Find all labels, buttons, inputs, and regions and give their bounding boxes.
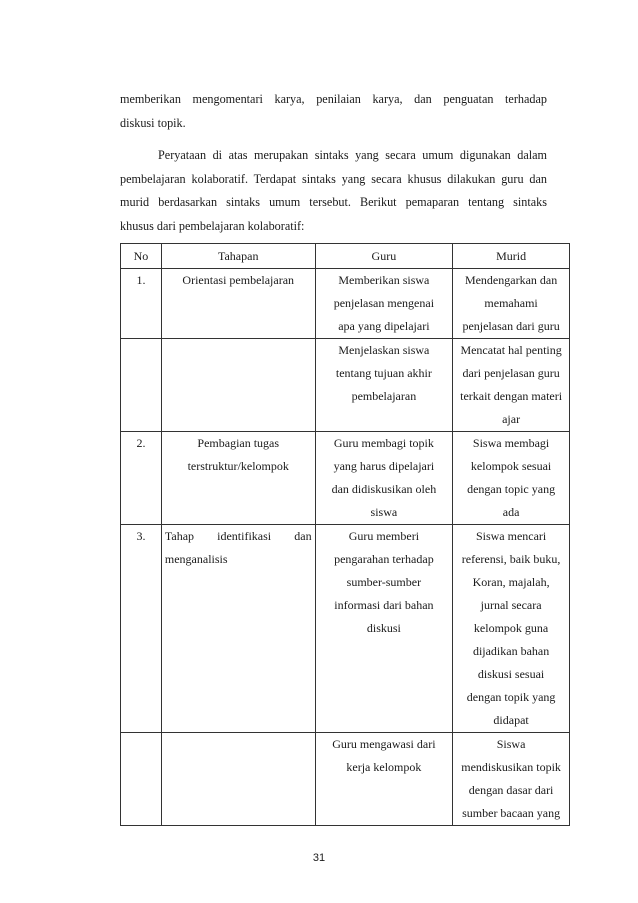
table-header-row: [121, 244, 570, 269]
cell-line: ajar: [502, 412, 521, 426]
text-line: pembelajaran kolaboratif. Terdapat sintaks yang secara khusus dilakukan guru dan: [120, 171, 547, 186]
header-tahapan: Tahapan: [161, 244, 315, 269]
cell-murid: [453, 432, 570, 525]
cell-line: Mendengarkan dan: [464, 273, 558, 287]
cell-line: pengarahan terhadap: [334, 552, 434, 566]
cell-line: informasi dari bahan: [334, 598, 434, 612]
cell-line: Orientasi pembelajaran: [182, 273, 295, 287]
cell-line: Guru mengawasi dari: [332, 737, 436, 751]
text-line: Peryataan di atas merupakan sintaks yang secara umum digunakan dalam: [158, 148, 547, 162]
cell-line: dengan topic yang: [467, 482, 556, 496]
table-row: [121, 339, 570, 432]
cell-line: dengan topik yang: [466, 690, 556, 704]
cell-murid: [453, 269, 570, 339]
cell-line: Memberikan siswa: [338, 273, 430, 287]
cell-tahapan: [161, 269, 315, 339]
cell-tahapan: [161, 525, 315, 733]
cell-line: dari penjelasan guru: [462, 366, 560, 380]
cell-line: kelompok guna: [473, 621, 549, 635]
text-line: memberikan mengomentari karya, penilaian karya, dan penguatan terhadap: [120, 92, 547, 106]
cell-line: dijadikan bahan: [472, 644, 550, 658]
cell-guru: [315, 525, 453, 733]
cell-line: kerja kelompok: [346, 760, 422, 774]
cell-murid: [453, 525, 570, 733]
cell-line: Tahap identifikasi dan: [164, 529, 312, 543]
cell-line: Pembagian tugas: [197, 436, 280, 450]
header-guru: Guru: [315, 244, 453, 269]
cell-line: pembelajaran: [351, 389, 417, 403]
cell-line: dan didiskusikan oleh: [331, 482, 437, 496]
cell-line: memahami: [484, 296, 538, 310]
cell-no: [121, 339, 162, 432]
cell-no: 1.: [121, 269, 162, 339]
cell-line: Koran, majalah,: [472, 575, 550, 589]
cell-murid: [453, 339, 570, 432]
table-row: [121, 269, 570, 339]
cell-murid: [453, 733, 570, 826]
cell-line: Siswa membagi: [472, 436, 550, 450]
cell-line: penjelasan mengenai: [333, 296, 435, 310]
cell-tahapan: [161, 733, 315, 826]
cell-line: mendiskusikan topik: [461, 760, 561, 774]
cell-line: dengan dasar dari: [468, 783, 554, 797]
text-line: diskusi topik.: [120, 115, 186, 130]
cell-no: 2.: [121, 432, 162, 525]
cell-line: Guru memberi: [348, 529, 420, 543]
cell-line: diskusi sesuai: [477, 667, 545, 681]
cell-line: didapat: [493, 713, 529, 727]
cell-line: penjelasan dari guru: [462, 319, 560, 333]
cell-line: Mencatat hal penting: [460, 343, 562, 357]
cell-line: referensi, baik buku,: [461, 552, 561, 566]
cell-no: [121, 733, 162, 826]
cell-no: 3.: [121, 525, 162, 733]
cell-line: sumber bacaan yang: [462, 806, 561, 820]
paragraph-sintaks: [120, 144, 547, 238]
cell-line: sumber-sumber: [346, 575, 422, 589]
cell-line: siswa: [370, 505, 398, 519]
cell-line: Siswa mencari: [475, 529, 547, 543]
cell-line: diskusi: [366, 621, 401, 635]
text-line: khusus dari pembelajaran kolaboratif:: [120, 218, 305, 233]
cell-line: jurnal secara: [480, 598, 542, 612]
page-number: 31: [312, 852, 326, 864]
cell-line: menganalisis: [164, 552, 228, 566]
cell-tahapan: [161, 339, 315, 432]
text-line: murid berdasarkan sintaks umum tersebut. Berikut pemaparan tentang sintaks: [120, 195, 547, 209]
cell-line: yang harus dipelajari: [333, 459, 435, 473]
cell-line: tentang tujuan akhir: [335, 366, 432, 380]
cell-line: ada: [502, 505, 520, 519]
header-murid: Murid: [453, 244, 570, 269]
cell-line: Guru membagi topik: [333, 436, 434, 450]
cell-tahapan: [161, 432, 315, 525]
cell-line: terkait dengan materi: [460, 389, 563, 403]
cell-guru: [315, 733, 453, 826]
cell-line: Siswa: [496, 737, 526, 751]
cell-line: apa yang dipelajari: [338, 319, 430, 333]
table-row: [121, 733, 570, 826]
cell-line: terstruktur/kelompok: [187, 459, 289, 473]
header-no: No: [121, 244, 162, 269]
table-row: [121, 525, 570, 733]
paragraph-intro: [120, 88, 547, 135]
cell-guru: [315, 339, 453, 432]
table-row: [121, 432, 570, 525]
cell-line: Menjelaskan siswa: [338, 343, 430, 357]
cell-guru: [315, 269, 453, 339]
cell-guru: [315, 432, 453, 525]
sintaks-table: [120, 243, 570, 826]
cell-line: kelompok sesuai: [470, 459, 552, 473]
